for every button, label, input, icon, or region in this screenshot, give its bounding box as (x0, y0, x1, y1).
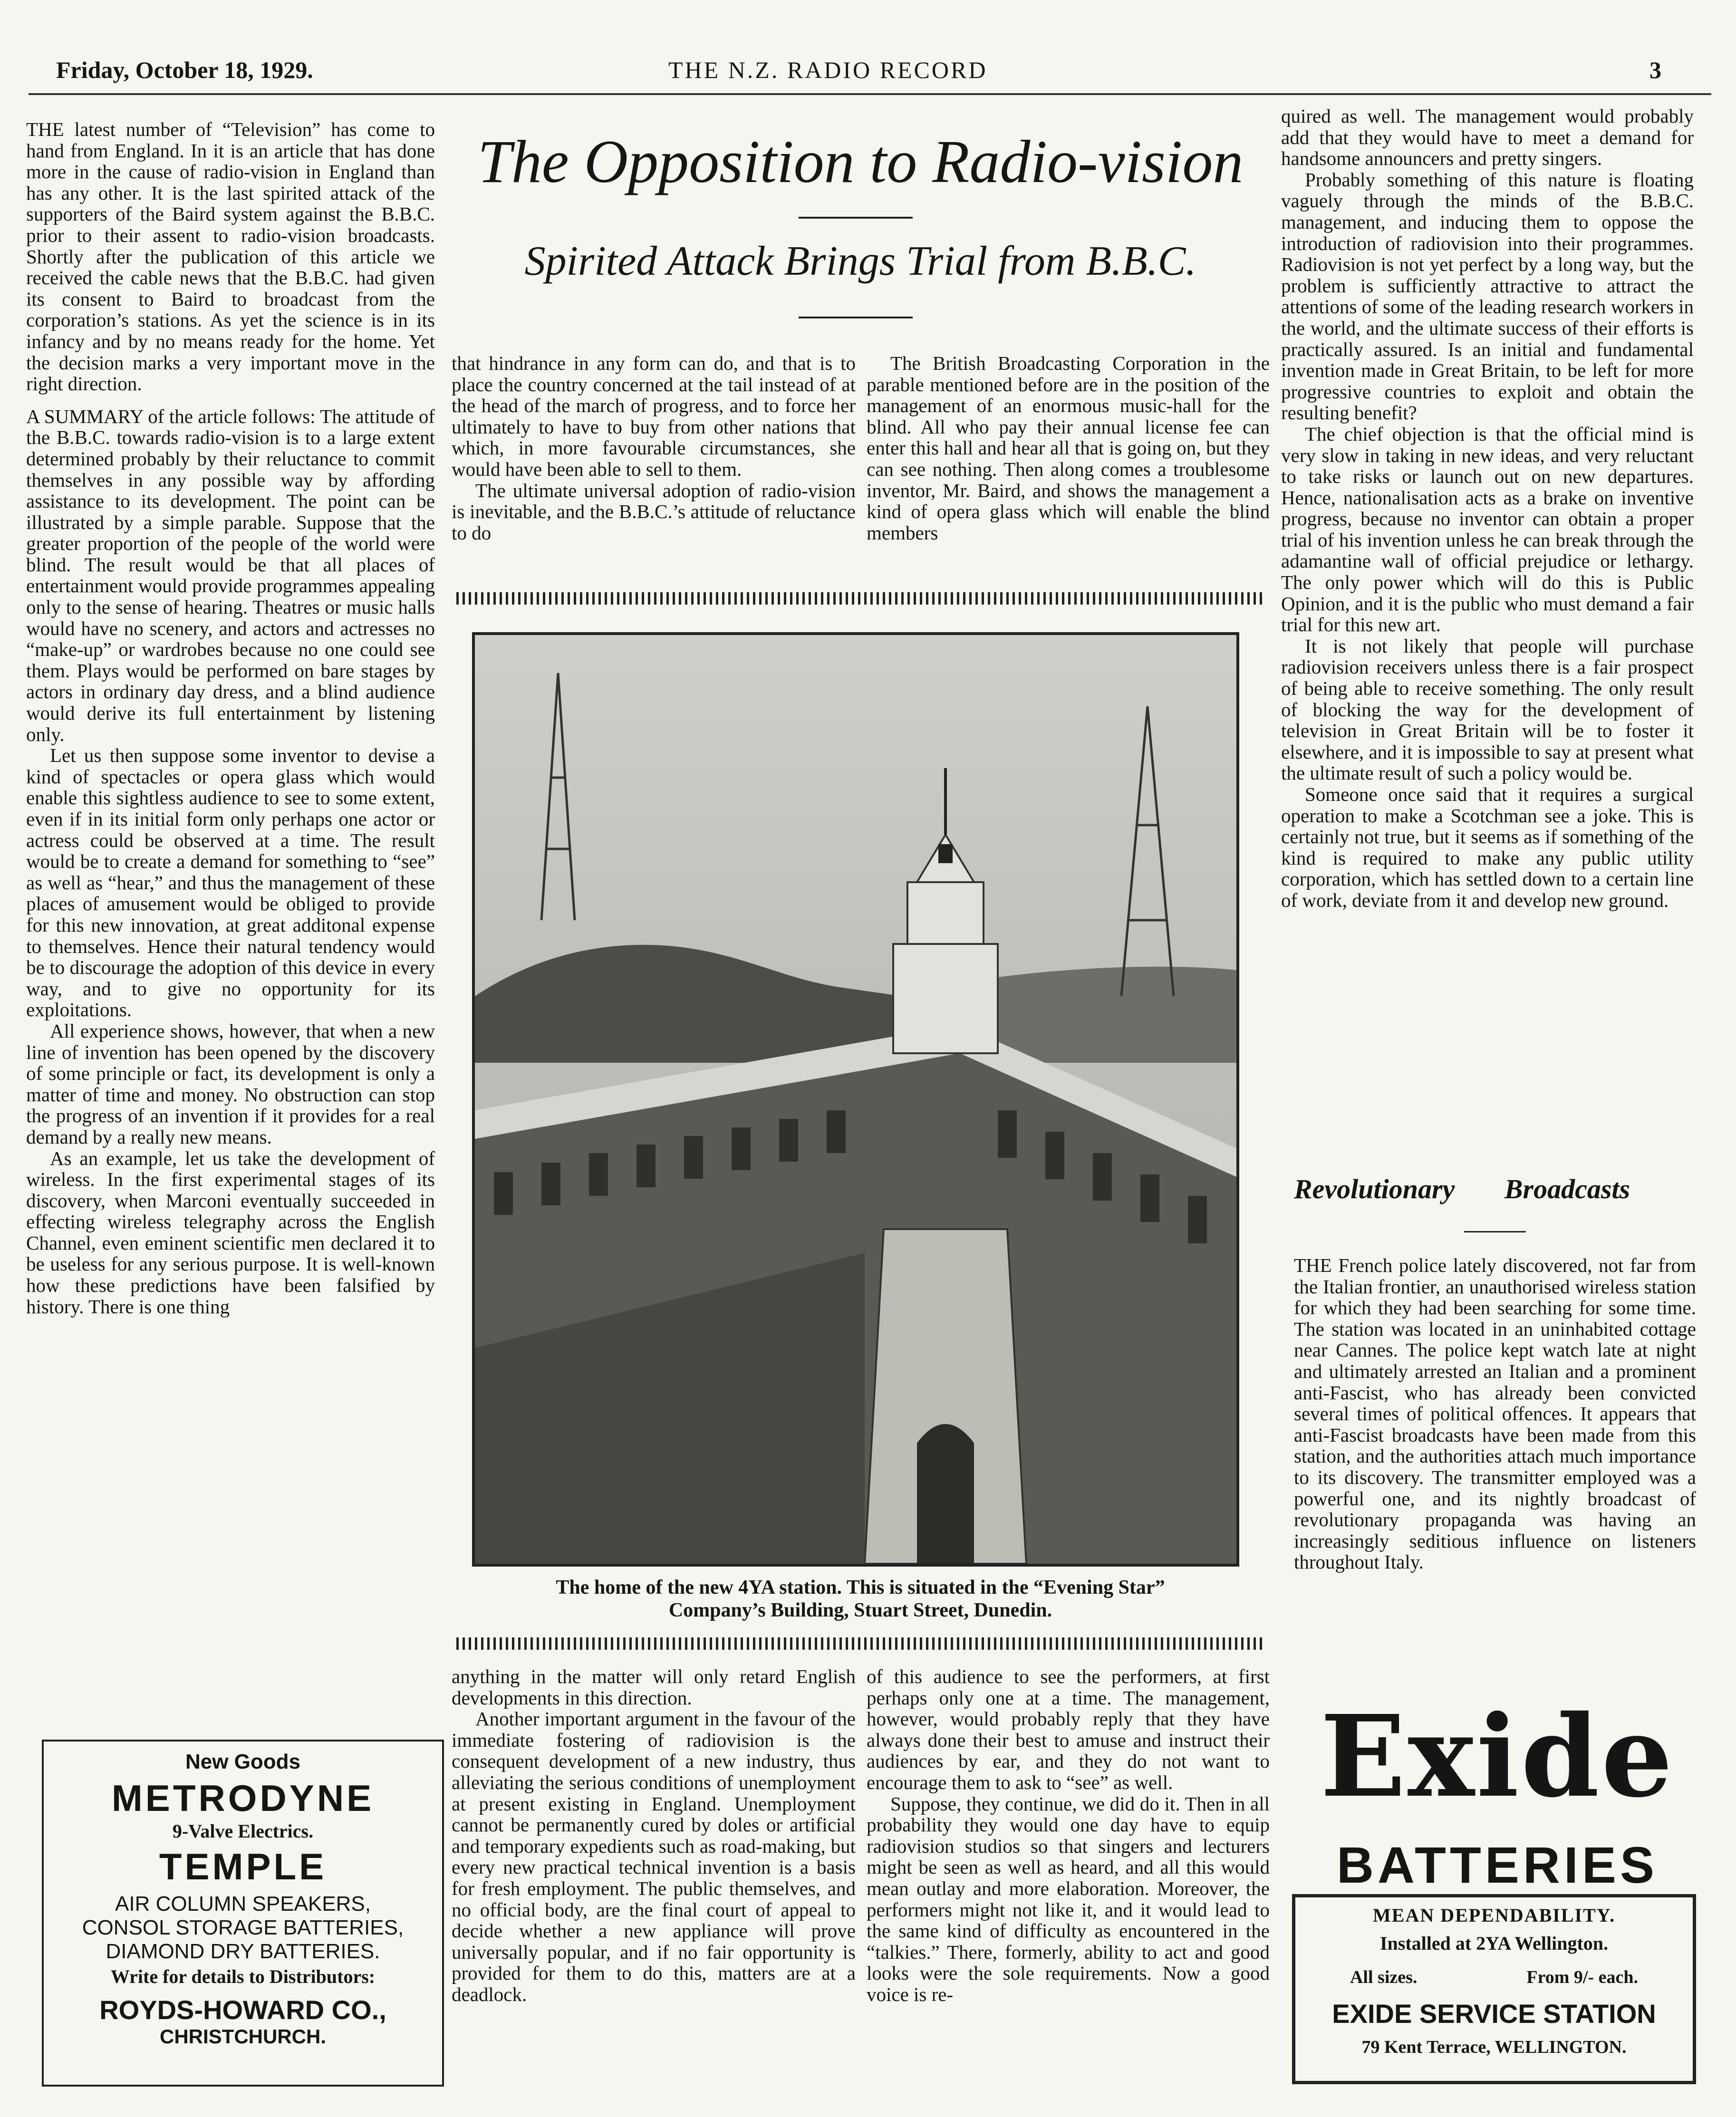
ad-line-speakers: AIR COLUMN SPEAKERS, (115, 1892, 371, 1915)
headline: The Opposition to Radio-vision (477, 128, 1244, 195)
exide-installed: Installed at 2YA Wellington. (1379, 1933, 1609, 1954)
ad-line-new-goods: New Goods (185, 1750, 301, 1773)
paragraph: quired as well. The management would probably add that they would have to meet a demand for handsome announcers and pretty singers. (1281, 105, 1694, 170)
article-column-2-top (452, 353, 856, 543)
ad-brand-metrodyne: METRODYNE (111, 1777, 375, 1819)
exide-service-station: EXIDE SERVICE STATION (1332, 1999, 1656, 2029)
paragraph: Suppose, they continue, we did do it. Then in all probability they would one day have to equip radiovision studios so that singers and lecturers might be seen as well as heard, and all this would mean outlay and more elaboration. Moreover, the performers might not like it, and it would lead to the same kind of difficulty as encountered in the “talkies.” There, formerly, ability to act and good looks were the sole requirements. Now a good voice is re- (867, 1792, 1270, 2005)
publication-title: THE N.Z. RADIO RECORD (668, 57, 988, 83)
sidebar-body (1294, 1255, 1696, 1573)
page-number: 3 (1649, 57, 1661, 83)
paragraph: The ultimate universal adoption of radio-vision is inevitable, and the B.B.C.’s attitude of reluctance to do (452, 479, 856, 544)
paragraph: It is not likely that people will purchase radiovision receivers unless there is a fair prospect of being able to receive something. The only result of blocking the way for the development of television in Great Britain will be to foster it elsewhere, and it is impossible to say at present what the ultimate result of such a policy would be. (1281, 635, 1694, 784)
exide-price: From 9/- each. (1526, 1967, 1639, 1987)
dotted-rule-top (456, 592, 1264, 605)
exide-price-row (1295, 1967, 1693, 1988)
exide-address: 79 Kent Terrace, WELLINGTON. (1361, 2037, 1627, 2057)
article-column-1 (26, 119, 435, 1317)
ad-line-distributors: Write for details to Distributors: (110, 1966, 376, 1987)
headline-rule (799, 217, 913, 219)
paragraph: THE French police lately discovered, not far from the Italian frontier, an unauthorised wireless station for which they had been searching for some time. The station was located in an uninhabited cottage near Cannes. The police kept watch late at night and ultimately arrested an Italian and a prominent anti-Fascist, who has already been convicted several times of political offences. It appears that anti-Fascist broadcasts have been made from this station, and the authorities attach much importance to its discovery. The transmitter employed was a powerful one, and its nightly broadcast of revolutionary propaganda was having an increasingly seditious influence on listeners throughout Italy. (1294, 1254, 1696, 1573)
paragraph: All experience shows, however, that when a new line of invention has been opened by the discovery of some principle or fact, its development is only a matter of time and money. No obstruction can stop the progress of an invention if it provides for a real demand by a really new means. (26, 1020, 435, 1148)
exide-sizes: All sizes. (1350, 1967, 1418, 1987)
paragraph: anything in the matter will only retard English developments in this direction. (452, 1665, 856, 1709)
issue-date: Friday, October 18, 1929. (56, 57, 313, 83)
paragraph: The British Broadcasting Corporation in the parable mentioned before are in the position of the management of an enormous music-hall for the blind. All who pay their annual license fee can enter this hall and hear all that is going on, but they can see nothing. Then along comes a troublesome inventor, Mr. Baird, and shows the management a kind of opera glass which will enable the blind members (867, 352, 1270, 544)
ad-line-royds-howard: ROYDS-HOWARD CO., (99, 1995, 386, 2025)
sidebar-heading: Revolutionary Broadcasts (1294, 1174, 1630, 1204)
exide-tagline: MEAN DEPENDABILITY. (1373, 1905, 1615, 1926)
paragraph: As an example, let us take the development of wireless. In the first experimental stages of its discovery, when Marconi eventually succeeded in effecting wireless telegraphy across the English Channel, even eminent scientific men declared it to be useless for any serious purpose. It is well-known how these predictions have been falsified by history. There is one thing (26, 1147, 435, 1318)
paragraph: Someone once said that it requires a surgical operation to make a Scotchman see a joke. This is certainly not true, but it seems as if something of the kind is required to make any public utility corporation, which has settled down to a certain line of work, deviate from it and develop new ground. (1281, 783, 1694, 911)
article-column-3-bottom (867, 1666, 1270, 2005)
ad-brand-temple: TEMPLE (159, 1846, 327, 1887)
paragraph: Probably something of this nature is floating vaguely through the minds of the B.B.C. management, and inducing them to oppose the introduction of radiovision into their programmes. Radiovision is not yet perfect by a long way, but the problem is sufficiently attractive to attract the attentions of some of the leading research workers in the world, and the ultimate success of their efforts is practically assured. Is an initial and fundamental invention made in Great Britain, to be left for more progressive countries to exploit and obtain the resulting benefit? (1281, 168, 1694, 424)
photo-caption-line-1: The home of the new 4YA station. This is situated in the “Evening Star” (556, 1577, 1165, 1598)
header-rule (29, 93, 1711, 95)
building-photo-image (475, 635, 1236, 1564)
article-column-3-top (867, 353, 1270, 543)
paragraph: of this audience to see the performers, at first perhaps only one at a time. The management, however, would probably reply that they have always done their best to amuse and instruct their audiences by ear, and they do not want to encourage them to ask to “see” as well. (867, 1665, 1270, 1793)
paragraph: that hindrance in any form can do, and that is to place the country concerned at the tail instead of at the head of the march of progress, and to force her ultimately to have to buy from other nations that which, in more favourable circumstances, she would have been able to sell to them. (452, 352, 856, 480)
exide-logo: Exide (1320, 1690, 1675, 1822)
sidebar-rule (1464, 1231, 1526, 1232)
exide-batteries-label: BATTERIES (1336, 1836, 1659, 1894)
metrodyne-advertisement (42, 1740, 444, 2087)
ad-line-dry: DIAMOND DRY BATTERIES. (106, 1940, 380, 1963)
paragraph: Let us then suppose some inventor to devise a kind of spectacles or opera glass which would enable this sightless audience to see to some extent, even if in its initial form only perhaps one actor or actress could be observed at a time. The result would be to create a demand for something to “see” as well as “hear,” and thus the management of these places of amusement would be obliged to provide for this new innovation, at great additonal expense to themselves. Hence their natural tendency would be to discourage the adoption of this device in every way, and to give no opportunity for its exploitations. (26, 744, 435, 1021)
dotted-rule-bottom (456, 1637, 1264, 1650)
photo-caption (456, 1576, 1264, 1622)
ad-line-valve: 9-Valve Electrics. (172, 1820, 314, 1842)
ad-line-storage: CONSOL STORAGE BATTERIES, (82, 1916, 404, 1939)
exide-advertisement (1292, 1894, 1696, 2084)
subheadline: Spirited Attack Brings Trial from B.B.C. (524, 238, 1196, 284)
subheadline-rule (799, 317, 913, 318)
paragraph: A SUMMARY of the article follows: The attitude of the B.B.C. towards radio-vision is to a large extent determined probably by their reluctance to commit themselves in any possible way by affording assistance to its development. The point can be illustrated by a simple parable. Suppose that the greater proportion of the people of the world were blind. The result would be that all places of entertainment would provide programmes appealing only to the sense of hearing. Theatres or music halls would have no scenery, and actors and actresses no “make-up” or wardrobes because no one could see them. Plays would be performed on bare stages by actors in ordinary day dress, and a blind audience would derive its full entertainment by listening only. (26, 405, 435, 745)
paragraph: Another important argument in the favour of the immediate fostering of radiovision is the consequent development of a new industry, thus alleviating the serious conditions of unemployment at present existing in England. Unemployment cannot be permanently cured by doles or artificial and temporary expedients such as road-making, but every new practical technical invention is a basis for fresh employment. The public themselves, and no official body, are the final court of appeal to decide whether a new appliance will prove universally popular, and if no fair opportunity is provided for them to do this, matters are at a deadlock. (452, 1708, 856, 2005)
ad-line-christchurch: CHRISTCHURCH. (160, 2025, 326, 2048)
paragraph: THE latest number of “Television” has come to hand from England. In it is an article that has done more in the cause of radio-vision in England than has any other. It is the last spirited attack of the supporters of the Baird system against the B.B.C. prior to their assent to radio-vision broadcasts. Shortly after the publication of this article we received the cable news that the B.B.C. had given its consent to Baird to broadcast from the corporation’s stations. As yet the science is in its infancy and by no means ready for the home. Yet the decision marks a very important move in the right direction. (26, 118, 435, 395)
building-photo (472, 632, 1239, 1567)
article-column-2-bottom (452, 1666, 856, 2005)
paragraph: The chief objection is that the official mind is very slow in taking in new ideas, and very reluctant to take risks or launch out on new departures. Hence, nationalisation acts as a brake on inventive progress, because no inventor can obtain a proper trial of his invention unless he can break through the adamantine wall of official prejudice or lethargy. The only power which will do this is Public Opinion, and it is the public who must demand a fair trial for this new art. (1281, 423, 1694, 636)
article-column-4 (1281, 106, 1694, 911)
photo-caption-line-2: Company’s Building, Stuart Street, Dunedin. (668, 1599, 1052, 1621)
